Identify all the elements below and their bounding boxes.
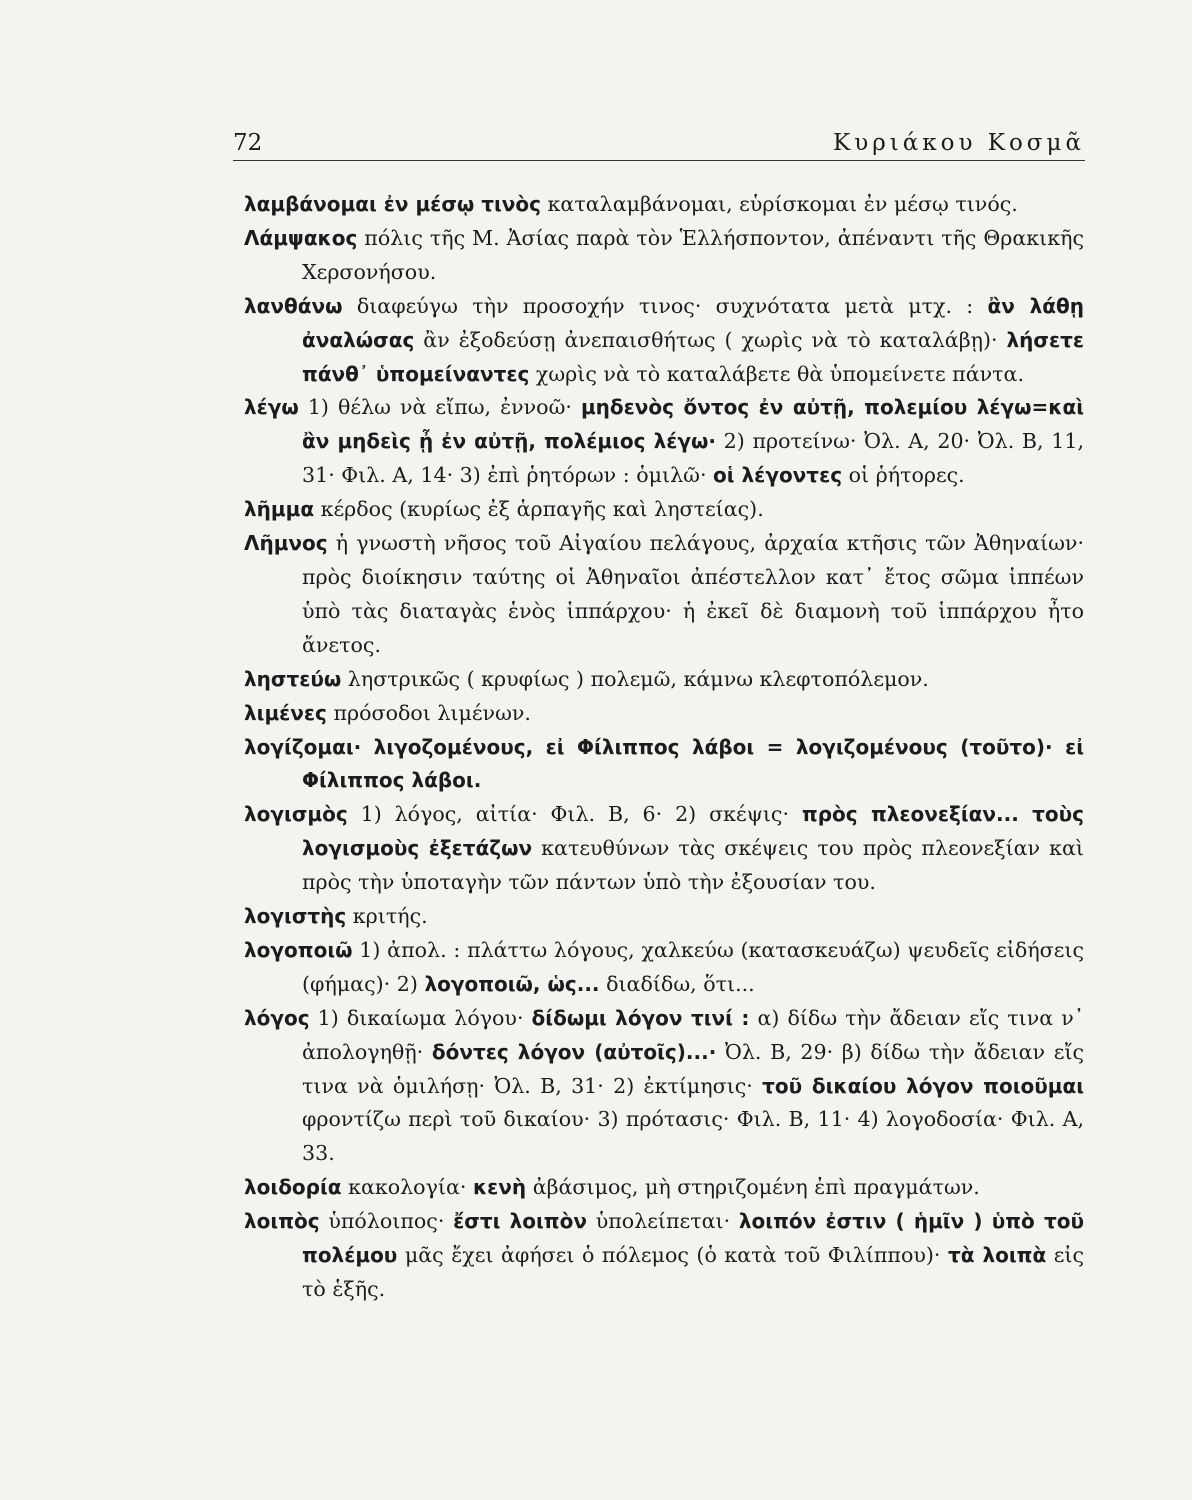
definition-text: εἰς τὸ ἑξῆς. [302,1243,1085,1301]
definition-text: 1) ἀπολ. : πλάττω λόγους, χαλκεύω (κατασκευάζω) ψευδεῖς εἰδήσεις (φήμας)· 2) [302,937,1084,996]
definition-text: Ὀλ. Β, 29· β) δίδω τὴν ἄδειαν εἴς τινα νὰ ὁμιλήσῃ· Ὀλ. Β, 31· 2) ἐκτίμησις· [302,1039,1084,1098]
definition-text: 1) θέλω νὰ εἴπω, ἐννοῶ· [298,395,581,420]
definition-text: ὑπολείπεται· [586,1209,739,1234]
definition-text: 1) λόγος, αἰτία· Φιλ. Β, 6· 2) σκέψις· [347,802,802,827]
headword: λιμένες [244,700,327,725]
glossary-entry [244,731,1084,799]
definition-text: κέρδος (κυρίως ἐξ ἁρπαγῆς καὶ ληστείας). [314,497,764,522]
definition-text: χωρὶς νὰ τὸ καταλάβετε θὰ ὑπομείνετε πάντα. [529,361,1024,386]
headword: ληστεύω [244,666,342,691]
bold-phrase: κενὴ [472,1175,527,1200]
definition-text: 1) δικαίωμα λόγου· [309,1005,532,1030]
bold-phrase: δόντες λόγον (αὐτοῖς)...· [431,1039,717,1064]
glossary-entry [244,1171,1084,1205]
definition-text: ἡ γνωστὴ νῆσος τοῦ Αἰγαίου πελάγους, ἀρχαία κτῆσις τῶν Ἀθηναίων· πρὸς διοίκησιν ταύτης οἱ Ἀθηναῖοι ἀπέστελλον κατ᾽ ἔτος σῶμα ἱππέων ὑπὸ τὰς διαταγὰς ἑνὸς ἱππάρχου· ἡ ἐκεῖ δὲ διαμονὴ τοῦ ἱππάρχου ἦτο ἄνετος. [302,531,1084,657]
definition-text: διαφεύγω τὴν προσοχήν τινος· συχνότατα μετὰ μτχ. : [342,293,988,318]
definition-text: φροντίζω περὶ τοῦ δικαίου· 3) πρότασις· Φιλ. Β, 11· 4) λογοδοσία· Φιλ. Α, 33. [302,1107,1084,1166]
bold-phrase: τὰ λοιπὰ [948,1243,1047,1268]
definition-text: ἂν ἐξοδεύσῃ ἀνεπαισθήτως ( χωρὶς νὰ τὸ καταλάβῃ)· [414,327,1007,352]
definition-text: ληστρικῶς ( κρυφίως ) πολεμῶ, κάμνω κλεφτοπόλεμον. [341,666,929,691]
glossary-entry [244,900,1084,934]
definition-text: διαδίδω, ὅτι... [599,971,755,996]
definition-text: καταλαμβάνομαι, εὑρίσκομαι ἐν μέσῳ τινός. [541,192,1018,216]
bold-phrase: πρὸς πλεονεξίαν... τοὺς λογισμοὺς ἐξετάζων [302,802,1084,861]
definition-text: α) δίδω τὴν ἄδειαν εἴς τινα ν᾽ ἀπολογηθῇ· [302,1005,1085,1064]
bold-phrase: λοιπόν ἐστιν ( ἡμῖν ) ὑπὸ τοῦ πολέμου [302,1209,1084,1268]
headword: λέγω [244,395,299,420]
headword: λογισμὸς [244,802,348,827]
glossary-entry [244,391,1084,493]
definition-text: μᾶς ἔχει ἀφήσει ὁ πόλεμος (ὁ κατὰ τοῦ Φιλίππου)· [397,1243,948,1268]
definition-text: πόλις τῆς Μ. Ἀσίας παρὰ τὸν Ἑλλήσποντον, ἀπέναντι τῆς Θρακικῆς Χερσονήσου. [302,225,1084,284]
glossary-entry [244,222,1084,290]
glossary-entry [244,188,1084,222]
glossary-entry [244,663,1084,697]
headword: Λῆμνος [244,531,328,556]
headword: λανθάνω [244,293,343,318]
definition-text: πρόσοδοι λιμένων. [326,700,531,725]
headword: Λάμψακος [244,225,358,250]
headword: λοιπὸς [244,1209,320,1234]
definition-text: κριτής. [346,904,428,929]
bold-phrase: οἱ λέγοντες [713,463,843,488]
running-title: Κυριάκου Κοσμᾶ [833,130,1085,156]
bold-phrase: λήσετε πάνθ᾽ ὑπομείναντες [302,327,1084,386]
headword: λογιστὴς [244,904,347,929]
definition-text: κατευθύνων τὰς σκέψεις του πρὸς πλεονεξίαν καὶ πρὸς τὴν ὑποταγὴν τῶν πάντων ὑπὸ τὴν ἐξουσίαν του. [302,836,1084,895]
glossary-entry [244,1205,1084,1307]
definition-text: ἀβάσιμος, μὴ στηριζομένη ἐπὶ πραγμάτων. [526,1175,980,1200]
glossary-entries [244,188,1084,1307]
bold-phrase: λογοποιῶ, ὡς... [424,971,600,996]
bold-phrase: τοῦ δικαίου λόγον ποιοῦμαι [762,1073,1084,1098]
bold-phrase: μηδενὸς ὄντος ἐν αὐτῇ, πολεμίου λέγω=καὶ ἂν μηδεὶς ᾖ ἐν αὐτῇ, πολέμιος λέγω· [302,395,1084,454]
bold-phrase: ἂν λάθῃ ἀναλώσας [302,293,1085,352]
headword: λαμβάνομαι ἐν μέσῳ τινὸς [244,192,542,216]
glossary-entry [244,493,1084,527]
headword: λόγος [244,1005,310,1030]
glossary-entry [244,697,1084,731]
glossary-entry [244,1002,1084,1172]
glossary-entry [244,798,1084,900]
bold-phrase: ἔστι λοιπὸν [453,1209,587,1234]
glossary-entry [244,290,1084,392]
headword: λοιδορία [244,1175,342,1200]
definition-text: οἱ ῥήτορες. [842,463,965,488]
glossary-entry [244,934,1084,1002]
bold-phrase: δίδωμι λόγον τινί : [531,1005,750,1030]
glossary-entry [244,527,1084,663]
page-header [233,130,1085,161]
definition-text: 2) προτείνω· Ὀλ. Α, 20· Ὀλ. Β, 11, 31· Φιλ. Α, 14· 3) ἐπὶ ῥητόρων : ὁμιλῶ· [302,429,1084,488]
headword: λῆμμα [244,497,315,522]
definition-text: ὑπόλοιπος· [319,1209,454,1234]
headword: λογοποιῶ [244,937,353,962]
definition-text: κακολογία· [341,1175,473,1200]
headword: λογίζομαι· λιγοζομένους, εἰ Φίλιππος λάβοι = λογιζομένους (τοῦτο)· εἰ Φίλιππος λάβοι. [244,734,1084,793]
page-number: 72 [233,130,263,156]
